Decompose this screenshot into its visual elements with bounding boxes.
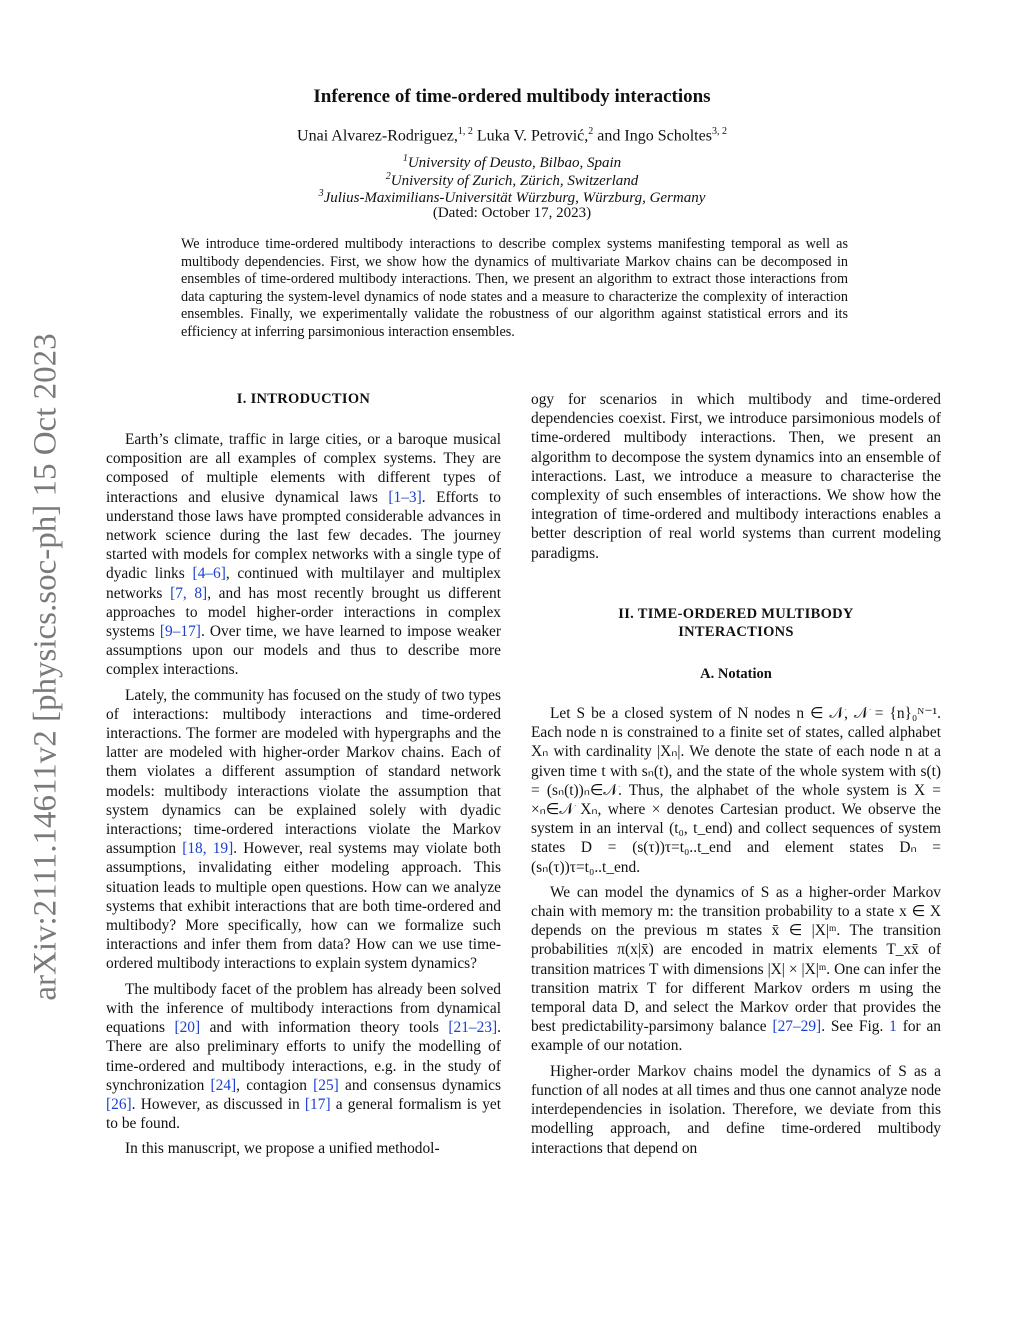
figure-link[interactable]: 1: [889, 1018, 897, 1036]
dated-line: (Dated: October 17, 2023): [432, 205, 592, 221]
left-column: [106, 390, 501, 1165]
subsection-heading-notation: A. Notation: [700, 665, 772, 682]
affiliation-2: $^2$University of Zurich, Zürich, Switzerland: [385, 171, 639, 189]
notation-paragraph-2: We can model the dynamics of S as a higher-order Markov chain with memory m: the transition probability to a state x ∈ X depends on the previous m states x̄ ∈ |X|ᵐ. The transition probabilities π(x|x̄) are encoded in matrix elements T_xx̄ of transition matrices T with dimensions |X| × |X|ᵐ. One can infer the transition matrix T for different Markov orders m using the temporal data D, and select the Markov order that provides the best predictability-parsimony balance [27–29]. See Fig. 1 for an example of our notation.: [531, 883, 942, 1055]
citation-link[interactable]: [27–29]: [772, 1018, 822, 1036]
affiliation-1: $^1$University of Deusto, Bilbao, Spain: [402, 153, 622, 171]
author-3: and Ingo Scholtes: [597, 127, 712, 145]
intro-paragraph-1: Earth’s climate, traffic in large cities, or a baroque musical composition are all examples of complex systems. They are composed of multiple elements with different types of interactions and elusive dynamical laws [1–3]. Efforts to understand those laws have prompted considerable advances in network science during the last few decades. The journey started with models for complex networks with a single type of dyadic links [4–6], continued with multilayer and multiplex networks [7, 8], and has most recently brought us different approaches to model higher-order interactions in complex systems [9–17]. Over time, we have learned to impose weaker assumptions upon our models and thus to describe more complex interactions.: [106, 431, 501, 679]
arxiv-identifier: arXiv:2111.14611v2 [physics.soc-ph] 15 Oct 2023: [27, 333, 64, 1001]
notation-paragraph-1: Let S be a closed system of N nodes n ∈ 𝒩, 𝒩 = {n}₀ᴺ⁻¹. Each node n is constrained to a finite set of states, called alphabet Xₙ with cardinality |Xₙ|. We denote the state of each node n at a given time t with sₙ(t), and the state of the whole system with s(t) = (sₙ(t))ₙ∈𝒩. Thus, the alphabet of the whole system is X = ×ₙ∈𝒩 Xₙ, where × denotes Cartesian product. We observe the system in an interval (t₀, t_end) and collect sequences of system states D = (s(τ))τ=t₀..t_end and element states Dₙ = (sₙ(τ))τ=t₀..t_end.: [531, 705, 941, 876]
citation-link[interactable]: [20]: [174, 1019, 201, 1037]
paper-title: Inference of time-ordered multibody interactions: [313, 86, 711, 107]
citation-link[interactable]: [9–17]: [159, 623, 201, 641]
citation-link[interactable]: [18, 19]: [182, 840, 234, 858]
citation-link[interactable]: [21–23]: [448, 1019, 498, 1037]
author-1-affil: 1, 2: [457, 126, 473, 137]
citation-link[interactable]: [4–6]: [192, 565, 226, 583]
author-list: [0, 126, 1024, 145]
citation-link[interactable]: [17]: [304, 1095, 331, 1113]
author-2: Luka V. Petrović,: [476, 127, 589, 145]
section-heading-multibody: II. TIME-ORDERED MULTIBODY INTERACTIONS: [618, 605, 854, 640]
intro-paragraph-4: In this manuscript, we propose a unified methodol-: [125, 1140, 440, 1158]
affiliation-3: $^3$Julius-Maximilians-Universität Würzburg, Würzburg, Germany: [318, 188, 706, 206]
author-2-affil: 2: [588, 126, 594, 137]
abstract: We introduce time-ordered multibody interactions to describe complex systems manifesting temporal as well as multibody dependencies. First, we show how the dynamics of multivariate Markov chains can be decomposed in ensembles of time-ordered multibody interactions. Then, we present an algorithm to extract those interactions from data capturing the system-level dynamics of node states and a measure to characterize the complexity of interaction ensembles. Finally, we experimentally validate the robustness of our algorithm against statistical errors and its efficiency at inferring parsimonious interaction ensembles.: [181, 236, 848, 340]
citation-link[interactable]: [25]: [313, 1076, 339, 1094]
citation-link[interactable]: [1–3]: [388, 488, 422, 506]
citation-link[interactable]: [7, 8]: [170, 584, 208, 602]
intro-paragraph-2: Lately, the community has focused on the study of two types of interactions: multibody interactions and time-ordered interactions. The former are modeled with hypergraphs and the latter are modeled with higher-order Markov chains. Each of them violates a different assumption of standard network models: multibody interactions violate the assumption that system dynamics can be explained solely with dyadic interactions; time-ordered interactions violate the Markov assumption [18, 19]. However, real systems may violate both assumptions, invalidating either modeling approach. This situation leads to multiple open questions. How can we analyze systems that exhibit interactions that are both time-ordered and multibody? More specifically, how can we formalize such interactions and infer them from data? How can we use time-ordered multibody interactions to explain system dynamics?: [106, 686, 501, 973]
citation-link[interactable]: [24]: [210, 1076, 237, 1094]
right-column: [531, 390, 941, 1164]
section-heading-introduction: I. INTRODUCTION: [236, 391, 371, 407]
author-1: Unai Alvarez-Rodriguez,: [297, 127, 458, 145]
intro-paragraph-4-continued: ogy for scenarios in which multibody and time-ordered dependencies coexist. First, we introduce parsimonious models of time-ordered multibody interactions. Then, we present an algorithm to decompose the system dynamics into an ensemble of interactions. Last, we introduce a measure to characterise the complexity of such ensembles of interactions. We show how the integration of time-ordered and multibody interactions enables a better description of real world systems than current modeling paradigms.: [531, 391, 941, 562]
intro-paragraph-3: The multibody facet of the problem has already been solved with the inference of multibody interactions from dynamical equations [20] and with information theory tools [21–23]. There are also preliminary efforts to unify the modelling of time-ordered and multibody interactions, e.g. in the study of synchronization [24], contagion [25] and consensus dynamics [26]. However, as discussed in [17] a general formalism is yet to be found.: [106, 980, 502, 1133]
arxiv-sidebar-stamp: [24, 312, 68, 1022]
author-3-affil: 3, 2: [711, 126, 727, 137]
notation-paragraph-3: Higher-order Markov chains model the dynamics of S as a function of all nodes at all times and thus one cannot analyze node interdependencies in isolation. Therefore, we deviate from this modelling approach, and define time-ordered multibody interactions that depend on: [531, 1062, 941, 1157]
citation-link[interactable]: [26]: [106, 1095, 132, 1113]
